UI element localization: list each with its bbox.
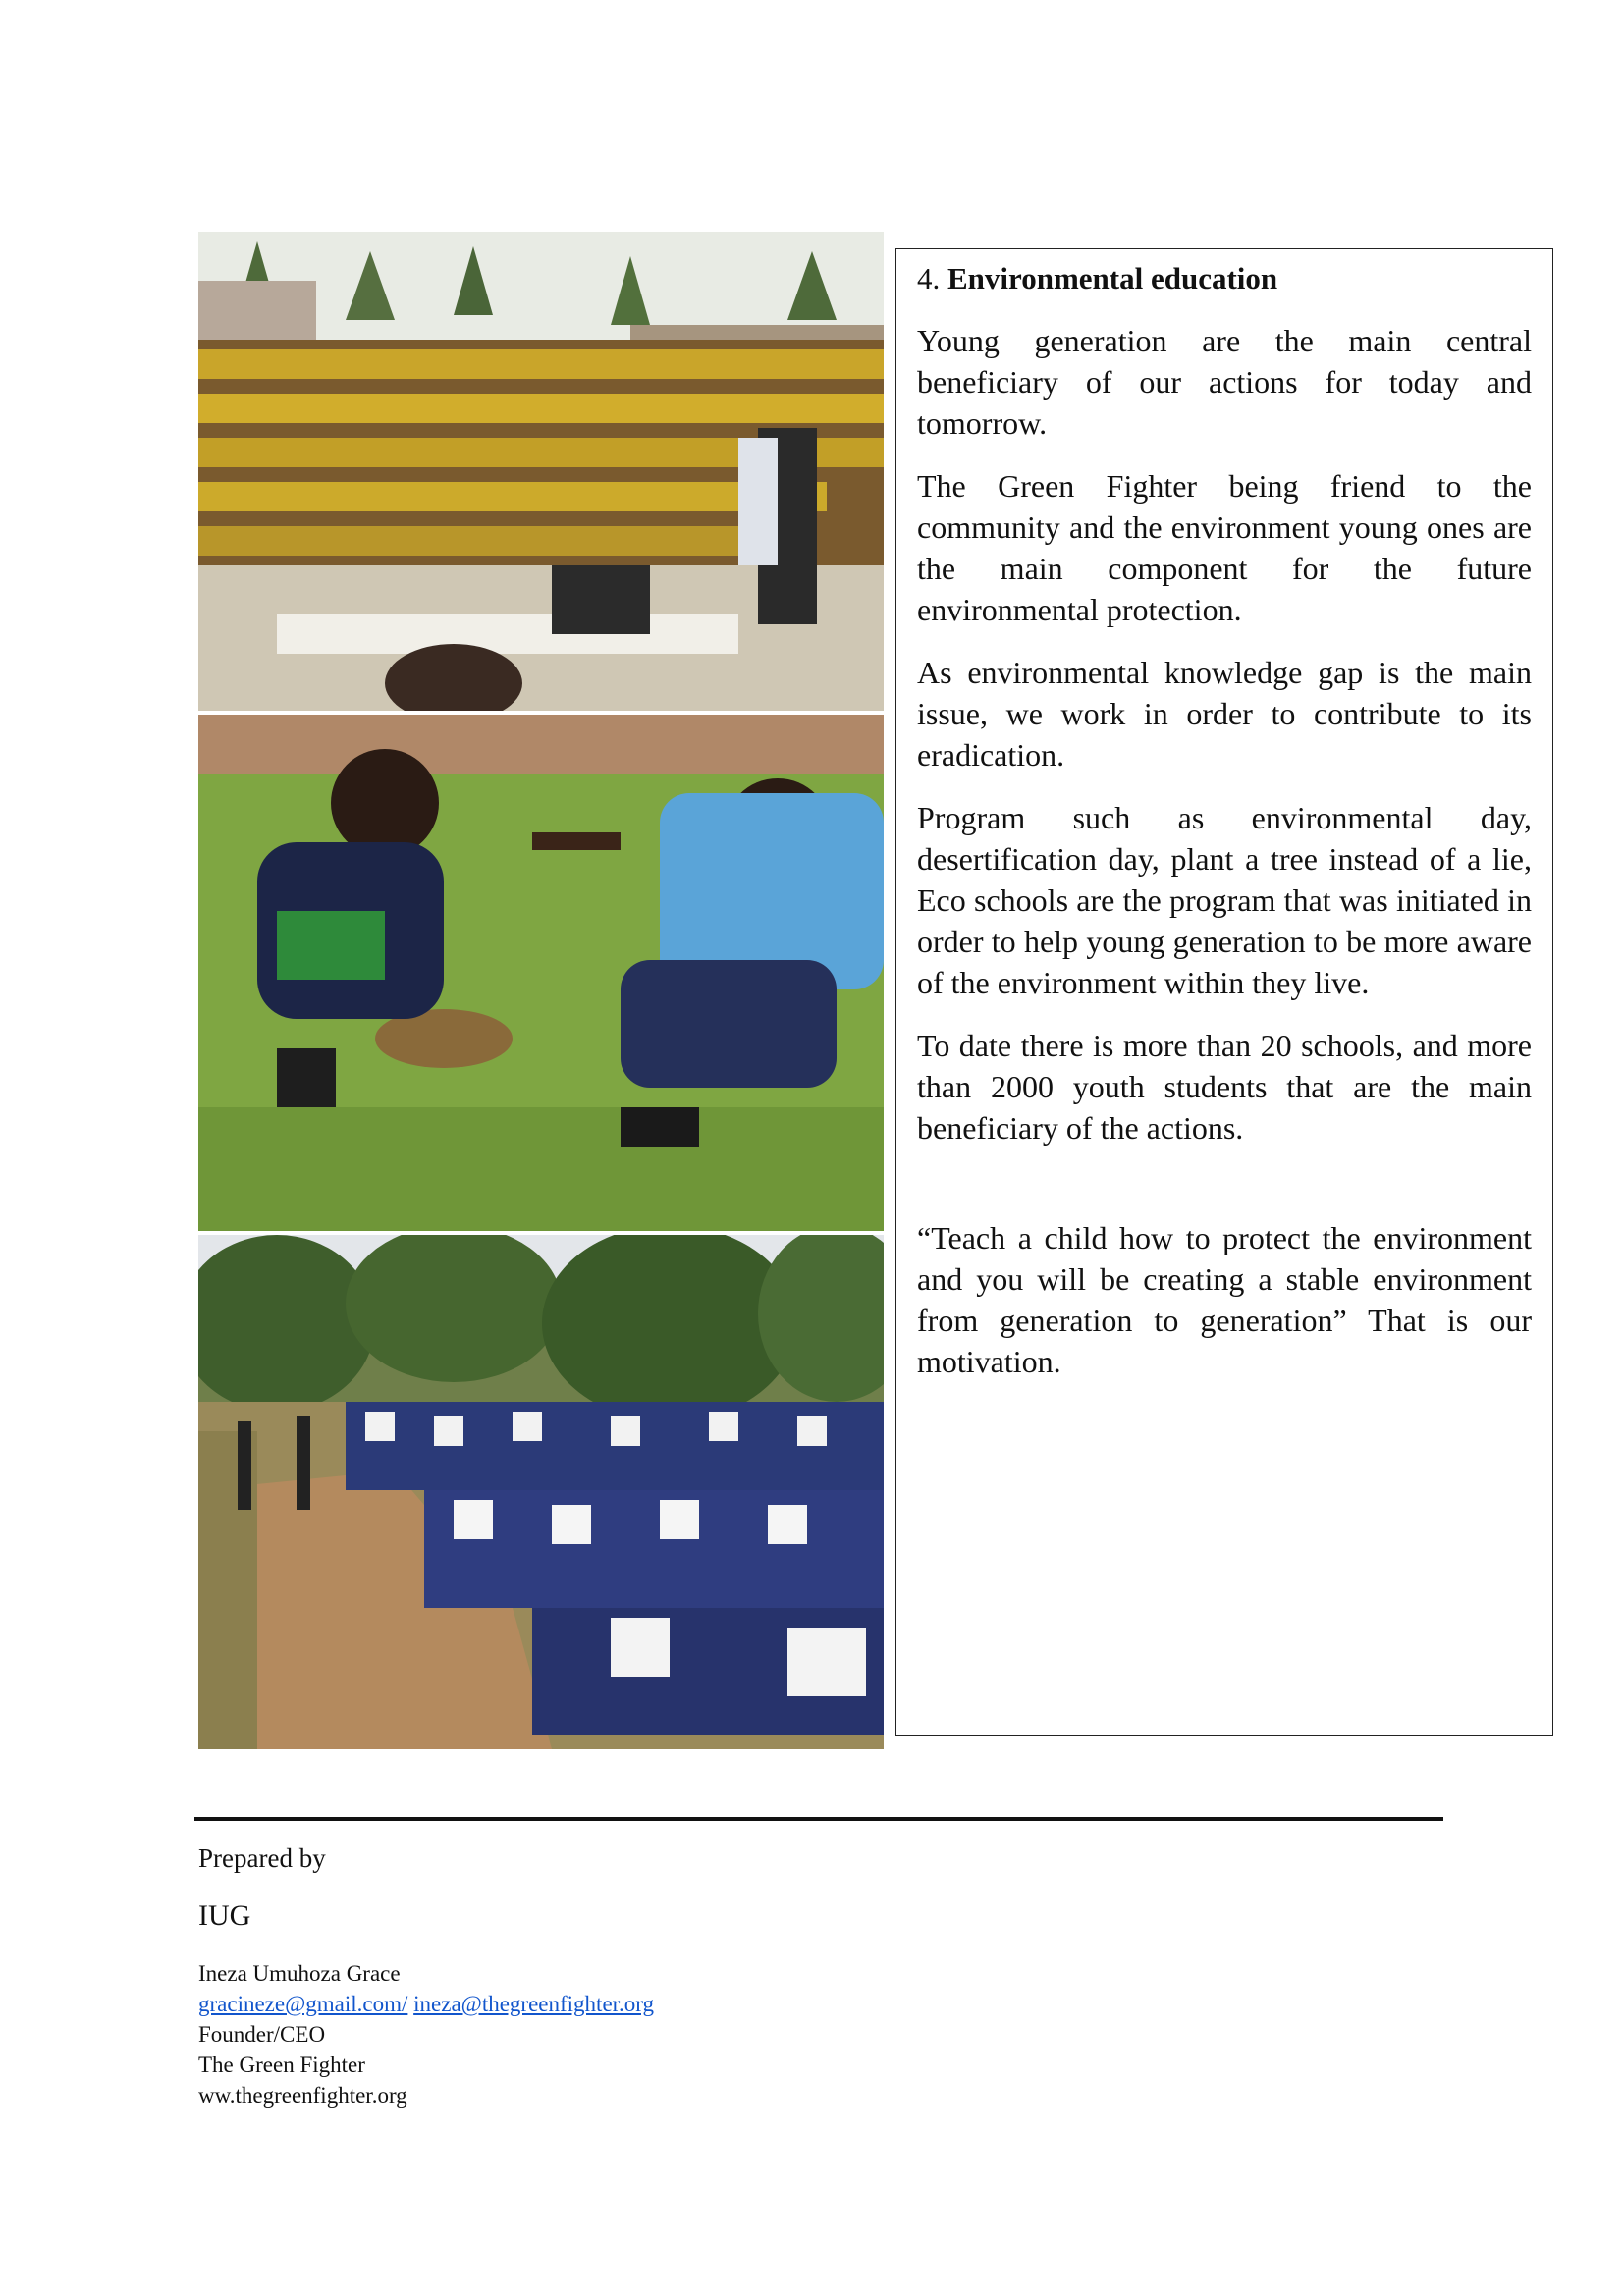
photo-students-amphitheatre xyxy=(198,232,884,711)
photo-column xyxy=(198,232,884,1749)
email-link-greenfighter[interactable]: ineza@thegreenfighter.org xyxy=(413,1992,655,2016)
email-link-gmail[interactable]: gracineze@gmail.com/ xyxy=(198,1992,408,2016)
paragraph-green-fighter: The Green Fighter being friend to the community and the environment young ones are the main component for the future environmental protection. xyxy=(917,468,1532,627)
paragraph-to-date: To date there is more than 20 schools, and more than 2000 youth students that are the main beneficiary of the actions. xyxy=(917,1028,1532,1146)
author-initials: IUG xyxy=(198,1899,251,1932)
motivation-quote: “Teach a child how to protect the environment and you will be creating a stable environment from generation to generation” That is our motivation. xyxy=(917,1220,1532,1379)
photo-students-outdoors xyxy=(198,1235,884,1749)
website: ww.thegreenfighter.org xyxy=(198,2083,407,2108)
author-emails xyxy=(198,1989,1082,2019)
section-number: 4. xyxy=(917,261,941,295)
paragraph-young-generation: Young generation are the main central beneficiary of our actions for today and tomorrow. xyxy=(917,323,1532,441)
footer-divider xyxy=(194,1817,1443,1821)
organization-name: The Green Fighter xyxy=(198,2053,365,2077)
footer xyxy=(198,1841,1082,2110)
prepared-by-label: Prepared by xyxy=(198,1843,326,1873)
paragraph-knowledge-gap: As environmental knowledge gap is the main issue, we work in order to contribute to its eradication. xyxy=(917,655,1532,773)
photo-children-planting xyxy=(198,715,884,1231)
section-title: Environmental education xyxy=(947,261,1278,295)
environmental-education-textbox xyxy=(895,248,1553,1736)
section-heading xyxy=(917,259,1532,298)
paragraph-programs: Program such as environmental day, desertification day, plant a tree instead of a lie, Eco schools are the program that was initiated in order to help young generation to be more aware of the environment within they live. xyxy=(917,800,1532,1000)
author-role: Founder/CEO xyxy=(198,2022,326,2047)
author-name: Ineza Umuhoza Grace xyxy=(198,1961,401,1986)
